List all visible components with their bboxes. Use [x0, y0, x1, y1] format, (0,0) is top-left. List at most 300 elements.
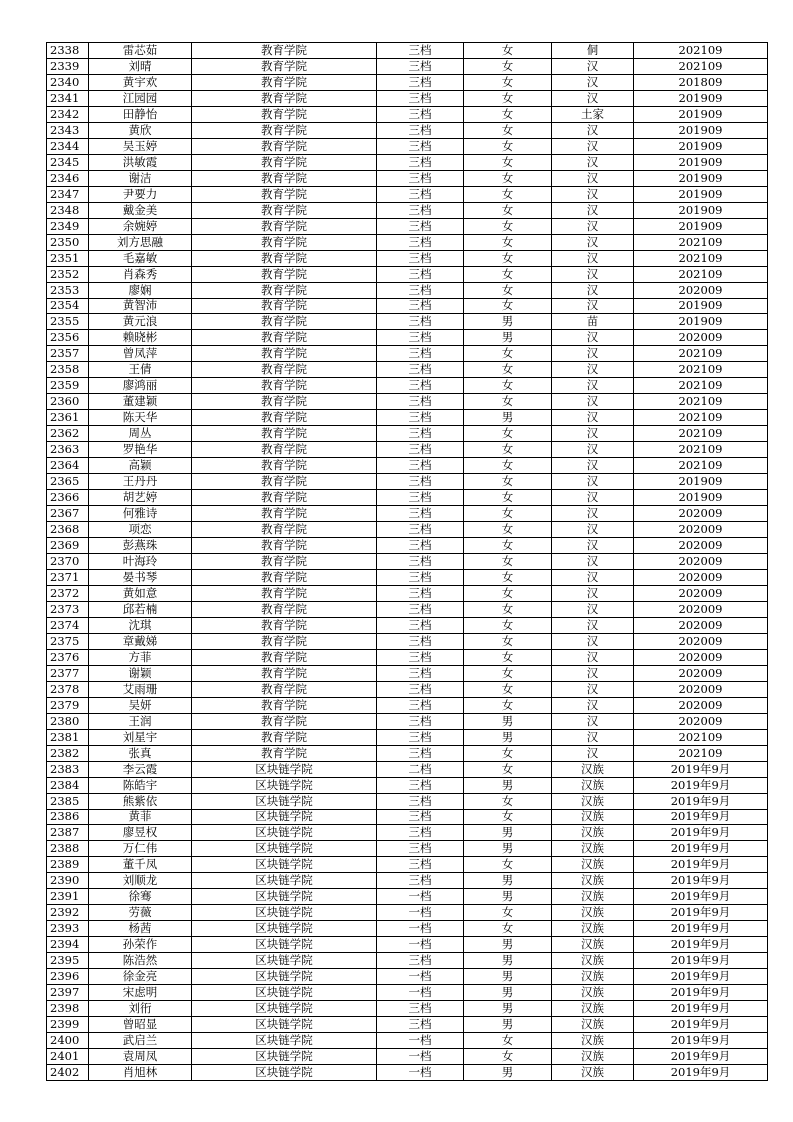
college-cell: 教育学院 [192, 218, 377, 234]
table-row [47, 394, 768, 410]
ethnicity-cell: 汉族 [552, 841, 634, 857]
name-cell: 叶海玲 [89, 554, 192, 570]
college-cell: 教育学院 [192, 234, 377, 250]
ethnicity-cell: 汉 [552, 58, 634, 74]
gender-cell: 男 [464, 841, 552, 857]
enrollment-date-cell: 2019年9月 [634, 761, 768, 777]
name-cell: 廖鸿丽 [89, 378, 192, 394]
row-number-cell: 2350 [47, 234, 89, 250]
name-cell: 黄元浪 [89, 314, 192, 330]
table-row [47, 617, 768, 633]
name-cell: 董千凤 [89, 857, 192, 873]
row-number-cell: 2363 [47, 442, 89, 458]
gender-cell: 女 [464, 282, 552, 298]
name-cell: 陈天华 [89, 410, 192, 426]
table-row [47, 1065, 768, 1081]
name-cell: 宋虑明 [89, 985, 192, 1001]
ethnicity-cell: 汉 [552, 138, 634, 154]
college-cell: 教育学院 [192, 426, 377, 442]
grade-level-cell: 一档 [377, 937, 464, 953]
ethnicity-cell: 汉 [552, 218, 634, 234]
gender-cell: 女 [464, 506, 552, 522]
gender-cell: 女 [464, 585, 552, 601]
name-cell: 陈浩然 [89, 953, 192, 969]
table-row [47, 186, 768, 202]
ethnicity-cell: 汉 [552, 362, 634, 378]
enrollment-date-cell: 2019年9月 [634, 841, 768, 857]
college-cell: 教育学院 [192, 649, 377, 665]
enrollment-date-cell: 2019年9月 [634, 985, 768, 1001]
gender-cell: 男 [464, 1065, 552, 1081]
table-row [47, 585, 768, 601]
enrollment-date-cell: 201909 [634, 154, 768, 170]
grade-level-cell: 三档 [377, 1017, 464, 1033]
ethnicity-cell: 汉 [552, 601, 634, 617]
ethnicity-cell: 汉族 [552, 873, 634, 889]
table-row [47, 889, 768, 905]
gender-cell: 女 [464, 43, 552, 59]
grade-level-cell: 三档 [377, 330, 464, 346]
grade-level-cell: 三档 [377, 394, 464, 410]
name-cell: 余婉婷 [89, 218, 192, 234]
name-cell: 肖旭林 [89, 1065, 192, 1081]
gender-cell: 女 [464, 617, 552, 633]
table-row [47, 1017, 768, 1033]
grade-level-cell: 三档 [377, 474, 464, 490]
college-cell: 教育学院 [192, 298, 377, 314]
ethnicity-cell: 汉 [552, 442, 634, 458]
ethnicity-cell: 汉 [552, 266, 634, 282]
college-cell: 教育学院 [192, 43, 377, 59]
table-row [47, 554, 768, 570]
gender-cell: 女 [464, 74, 552, 90]
grade-level-cell: 三档 [377, 1001, 464, 1017]
table-row [47, 1001, 768, 1017]
college-cell: 教育学院 [192, 585, 377, 601]
enrollment-date-cell: 201909 [634, 474, 768, 490]
enrollment-date-cell: 2019年9月 [634, 889, 768, 905]
college-cell: 区块链学院 [192, 889, 377, 905]
row-number-cell: 2401 [47, 1049, 89, 1065]
table-row [47, 138, 768, 154]
enrollment-date-cell: 202009 [634, 569, 768, 585]
enrollment-date-cell: 202109 [634, 362, 768, 378]
gender-cell: 女 [464, 1033, 552, 1049]
college-cell: 区块链学院 [192, 1017, 377, 1033]
table-row [47, 410, 768, 426]
student-aid-table [46, 42, 768, 1081]
gender-cell: 男 [464, 969, 552, 985]
gender-cell: 女 [464, 362, 552, 378]
ethnicity-cell: 汉 [552, 506, 634, 522]
enrollment-date-cell: 202109 [634, 442, 768, 458]
gender-cell: 女 [464, 921, 552, 937]
ethnicity-cell: 汉 [552, 330, 634, 346]
enrollment-date-cell: 2019年9月 [634, 825, 768, 841]
enrollment-date-cell: 201909 [634, 138, 768, 154]
table-body [47, 43, 768, 1081]
name-cell: 项恋 [89, 522, 192, 538]
ethnicity-cell: 汉 [552, 617, 634, 633]
table-row [47, 857, 768, 873]
grade-level-cell: 三档 [377, 90, 464, 106]
ethnicity-cell: 汉 [552, 410, 634, 426]
gender-cell: 女 [464, 649, 552, 665]
row-number-cell: 2402 [47, 1065, 89, 1081]
college-cell: 教育学院 [192, 330, 377, 346]
college-cell: 教育学院 [192, 202, 377, 218]
gender-cell: 男 [464, 777, 552, 793]
college-cell: 教育学院 [192, 442, 377, 458]
name-cell: 张真 [89, 745, 192, 761]
college-cell: 区块链学院 [192, 985, 377, 1001]
gender-cell: 女 [464, 154, 552, 170]
row-number-cell: 2359 [47, 378, 89, 394]
enrollment-date-cell: 202109 [634, 58, 768, 74]
table-row [47, 713, 768, 729]
enrollment-date-cell: 2019年9月 [634, 857, 768, 873]
enrollment-date-cell: 202109 [634, 346, 768, 362]
ethnicity-cell: 汉族 [552, 937, 634, 953]
table-row [47, 362, 768, 378]
row-number-cell: 2386 [47, 809, 89, 825]
ethnicity-cell: 汉 [552, 74, 634, 90]
table-row [47, 665, 768, 681]
name-cell: 黄如意 [89, 585, 192, 601]
table-row [47, 378, 768, 394]
table-row [47, 282, 768, 298]
enrollment-date-cell: 202009 [634, 506, 768, 522]
gender-cell: 女 [464, 554, 552, 570]
row-number-cell: 2354 [47, 298, 89, 314]
college-cell: 教育学院 [192, 90, 377, 106]
row-number-cell: 2379 [47, 697, 89, 713]
college-cell: 教育学院 [192, 697, 377, 713]
name-cell: 谢洁 [89, 170, 192, 186]
college-cell: 教育学院 [192, 154, 377, 170]
grade-level-cell: 三档 [377, 601, 464, 617]
ethnicity-cell: 汉族 [552, 905, 634, 921]
enrollment-date-cell: 202009 [634, 522, 768, 538]
gender-cell: 女 [464, 490, 552, 506]
row-number-cell: 2380 [47, 713, 89, 729]
enrollment-date-cell: 202109 [634, 266, 768, 282]
table-row [47, 298, 768, 314]
gender-cell: 男 [464, 1001, 552, 1017]
grade-level-cell: 三档 [377, 346, 464, 362]
enrollment-date-cell: 201909 [634, 90, 768, 106]
college-cell: 区块链学院 [192, 793, 377, 809]
table-row [47, 601, 768, 617]
gender-cell: 女 [464, 857, 552, 873]
row-number-cell: 2349 [47, 218, 89, 234]
college-cell: 教育学院 [192, 74, 377, 90]
name-cell: 雷芯茹 [89, 43, 192, 59]
gender-cell: 女 [464, 761, 552, 777]
grade-level-cell: 三档 [377, 43, 464, 59]
grade-level-cell: 三档 [377, 202, 464, 218]
name-cell: 曾昭显 [89, 1017, 192, 1033]
ethnicity-cell: 汉 [552, 458, 634, 474]
ethnicity-cell: 汉族 [552, 1065, 634, 1081]
grade-level-cell: 一档 [377, 985, 464, 1001]
name-cell: 杨茜 [89, 921, 192, 937]
row-number-cell: 2343 [47, 122, 89, 138]
name-cell: 熊紫依 [89, 793, 192, 809]
grade-level-cell: 二档 [377, 761, 464, 777]
table-row [47, 825, 768, 841]
ethnicity-cell: 汉 [552, 474, 634, 490]
college-cell: 教育学院 [192, 490, 377, 506]
enrollment-date-cell: 2019年9月 [634, 953, 768, 969]
college-cell: 教育学院 [192, 362, 377, 378]
grade-level-cell: 三档 [377, 665, 464, 681]
ethnicity-cell: 汉族 [552, 825, 634, 841]
gender-cell: 女 [464, 905, 552, 921]
row-number-cell: 2382 [47, 745, 89, 761]
gender-cell: 男 [464, 889, 552, 905]
table-row [47, 809, 768, 825]
row-number-cell: 2345 [47, 154, 89, 170]
name-cell: 刘衎 [89, 1001, 192, 1017]
name-cell: 毛嘉敏 [89, 250, 192, 266]
enrollment-date-cell: 202109 [634, 250, 768, 266]
gender-cell: 女 [464, 474, 552, 490]
name-cell: 何雅诗 [89, 506, 192, 522]
row-number-cell: 2373 [47, 601, 89, 617]
table-row [47, 729, 768, 745]
college-cell: 区块链学院 [192, 873, 377, 889]
row-number-cell: 2395 [47, 953, 89, 969]
row-number-cell: 2375 [47, 633, 89, 649]
row-number-cell: 2352 [47, 266, 89, 282]
gender-cell: 男 [464, 873, 552, 889]
college-cell: 区块链学院 [192, 905, 377, 921]
college-cell: 区块链学院 [192, 937, 377, 953]
college-cell: 教育学院 [192, 474, 377, 490]
grade-level-cell: 三档 [377, 218, 464, 234]
row-number-cell: 2367 [47, 506, 89, 522]
row-number-cell: 2360 [47, 394, 89, 410]
college-cell: 教育学院 [192, 282, 377, 298]
row-number-cell: 2400 [47, 1033, 89, 1049]
ethnicity-cell: 汉 [552, 554, 634, 570]
college-cell: 教育学院 [192, 601, 377, 617]
name-cell: 刘方思融 [89, 234, 192, 250]
ethnicity-cell: 汉族 [552, 809, 634, 825]
enrollment-date-cell: 2019年9月 [634, 937, 768, 953]
table-row [47, 154, 768, 170]
gender-cell: 女 [464, 538, 552, 554]
name-cell: 万仁伟 [89, 841, 192, 857]
table-row [47, 202, 768, 218]
ethnicity-cell: 汉 [552, 154, 634, 170]
college-cell: 教育学院 [192, 713, 377, 729]
grade-level-cell: 三档 [377, 681, 464, 697]
table-row [47, 442, 768, 458]
grade-level-cell: 三档 [377, 633, 464, 649]
grade-level-cell: 三档 [377, 234, 464, 250]
enrollment-date-cell: 202109 [634, 426, 768, 442]
row-number-cell: 2346 [47, 170, 89, 186]
grade-level-cell: 一档 [377, 921, 464, 937]
row-number-cell: 2368 [47, 522, 89, 538]
enrollment-date-cell: 202009 [634, 330, 768, 346]
college-cell: 教育学院 [192, 122, 377, 138]
college-cell: 区块链学院 [192, 841, 377, 857]
grade-level-cell: 三档 [377, 186, 464, 202]
grade-level-cell: 三档 [377, 713, 464, 729]
name-cell: 陈皓宇 [89, 777, 192, 793]
enrollment-date-cell: 202009 [634, 633, 768, 649]
ethnicity-cell: 汉族 [552, 1033, 634, 1049]
name-cell: 袁周凤 [89, 1049, 192, 1065]
row-number-cell: 2351 [47, 250, 89, 266]
name-cell: 田静怡 [89, 106, 192, 122]
college-cell: 教育学院 [192, 394, 377, 410]
grade-level-cell: 三档 [377, 58, 464, 74]
table-row [47, 937, 768, 953]
college-cell: 教育学院 [192, 378, 377, 394]
grade-level-cell: 三档 [377, 250, 464, 266]
table-row [47, 266, 768, 282]
grade-level-cell: 三档 [377, 426, 464, 442]
row-number-cell: 2378 [47, 681, 89, 697]
table-row [47, 841, 768, 857]
name-cell: 方菲 [89, 649, 192, 665]
college-cell: 区块链学院 [192, 1001, 377, 1017]
ethnicity-cell: 汉 [552, 538, 634, 554]
enrollment-date-cell: 2019年9月 [634, 1001, 768, 1017]
gender-cell: 男 [464, 729, 552, 745]
name-cell: 武启兰 [89, 1033, 192, 1049]
name-cell: 黄欣 [89, 122, 192, 138]
grade-level-cell: 三档 [377, 74, 464, 90]
table-row [47, 314, 768, 330]
grade-level-cell: 三档 [377, 266, 464, 282]
table-row [47, 106, 768, 122]
gender-cell: 女 [464, 218, 552, 234]
name-cell: 刘晴 [89, 58, 192, 74]
enrollment-date-cell: 201909 [634, 106, 768, 122]
name-cell: 谢颖 [89, 665, 192, 681]
gender-cell: 女 [464, 1049, 552, 1065]
ethnicity-cell: 汉族 [552, 889, 634, 905]
gender-cell: 女 [464, 234, 552, 250]
table-row [47, 969, 768, 985]
college-cell: 教育学院 [192, 138, 377, 154]
table-row [47, 90, 768, 106]
name-cell: 邱若楠 [89, 601, 192, 617]
grade-level-cell: 三档 [377, 442, 464, 458]
college-cell: 教育学院 [192, 58, 377, 74]
enrollment-date-cell: 201909 [634, 298, 768, 314]
ethnicity-cell: 土家 [552, 106, 634, 122]
ethnicity-cell: 汉 [552, 394, 634, 410]
gender-cell: 女 [464, 793, 552, 809]
enrollment-date-cell: 202009 [634, 554, 768, 570]
gender-cell: 女 [464, 745, 552, 761]
ethnicity-cell: 汉族 [552, 1017, 634, 1033]
table-row [47, 953, 768, 969]
enrollment-date-cell: 202109 [634, 410, 768, 426]
college-cell: 教育学院 [192, 665, 377, 681]
college-cell: 教育学院 [192, 633, 377, 649]
gender-cell: 女 [464, 378, 552, 394]
college-cell: 教育学院 [192, 569, 377, 585]
enrollment-date-cell: 2019年9月 [634, 1049, 768, 1065]
grade-level-cell: 一档 [377, 905, 464, 921]
ethnicity-cell: 汉 [552, 713, 634, 729]
gender-cell: 女 [464, 106, 552, 122]
college-cell: 教育学院 [192, 522, 377, 538]
ethnicity-cell: 汉族 [552, 1049, 634, 1065]
college-cell: 教育学院 [192, 538, 377, 554]
gender-cell: 女 [464, 569, 552, 585]
gender-cell: 女 [464, 250, 552, 266]
row-number-cell: 2381 [47, 729, 89, 745]
table-row [47, 506, 768, 522]
ethnicity-cell: 汉族 [552, 969, 634, 985]
ethnicity-cell: 汉族 [552, 857, 634, 873]
grade-level-cell: 三档 [377, 282, 464, 298]
college-cell: 区块链学院 [192, 777, 377, 793]
grade-level-cell: 三档 [377, 490, 464, 506]
row-number-cell: 2361 [47, 410, 89, 426]
gender-cell: 女 [464, 681, 552, 697]
ethnicity-cell: 汉 [552, 649, 634, 665]
row-number-cell: 2338 [47, 43, 89, 59]
grade-level-cell: 三档 [377, 745, 464, 761]
table-row [47, 633, 768, 649]
ethnicity-cell: 汉 [552, 729, 634, 745]
gender-cell: 男 [464, 825, 552, 841]
enrollment-date-cell: 202009 [634, 585, 768, 601]
grade-level-cell: 三档 [377, 777, 464, 793]
enrollment-date-cell: 202109 [634, 43, 768, 59]
ethnicity-cell: 汉族 [552, 793, 634, 809]
name-cell: 戴金美 [89, 202, 192, 218]
row-number-cell: 2347 [47, 186, 89, 202]
college-cell: 教育学院 [192, 410, 377, 426]
table-row [47, 873, 768, 889]
enrollment-date-cell: 2019年9月 [634, 873, 768, 889]
grade-level-cell: 一档 [377, 1049, 464, 1065]
gender-cell: 男 [464, 937, 552, 953]
college-cell: 区块链学院 [192, 1065, 377, 1081]
row-number-cell: 2399 [47, 1017, 89, 1033]
grade-level-cell: 三档 [377, 170, 464, 186]
gender-cell: 男 [464, 314, 552, 330]
enrollment-date-cell: 202009 [634, 665, 768, 681]
grade-level-cell: 三档 [377, 793, 464, 809]
enrollment-date-cell: 201909 [634, 122, 768, 138]
enrollment-date-cell: 202009 [634, 538, 768, 554]
gender-cell: 女 [464, 90, 552, 106]
college-cell: 教育学院 [192, 458, 377, 474]
row-number-cell: 2389 [47, 857, 89, 873]
ethnicity-cell: 汉族 [552, 921, 634, 937]
ethnicity-cell: 汉 [552, 122, 634, 138]
college-cell: 区块链学院 [192, 969, 377, 985]
name-cell: 艾雨珊 [89, 681, 192, 697]
gender-cell: 女 [464, 442, 552, 458]
table-row [47, 777, 768, 793]
enrollment-date-cell: 201809 [634, 74, 768, 90]
grade-level-cell: 一档 [377, 969, 464, 985]
name-cell: 高颖 [89, 458, 192, 474]
college-cell: 区块链学院 [192, 825, 377, 841]
